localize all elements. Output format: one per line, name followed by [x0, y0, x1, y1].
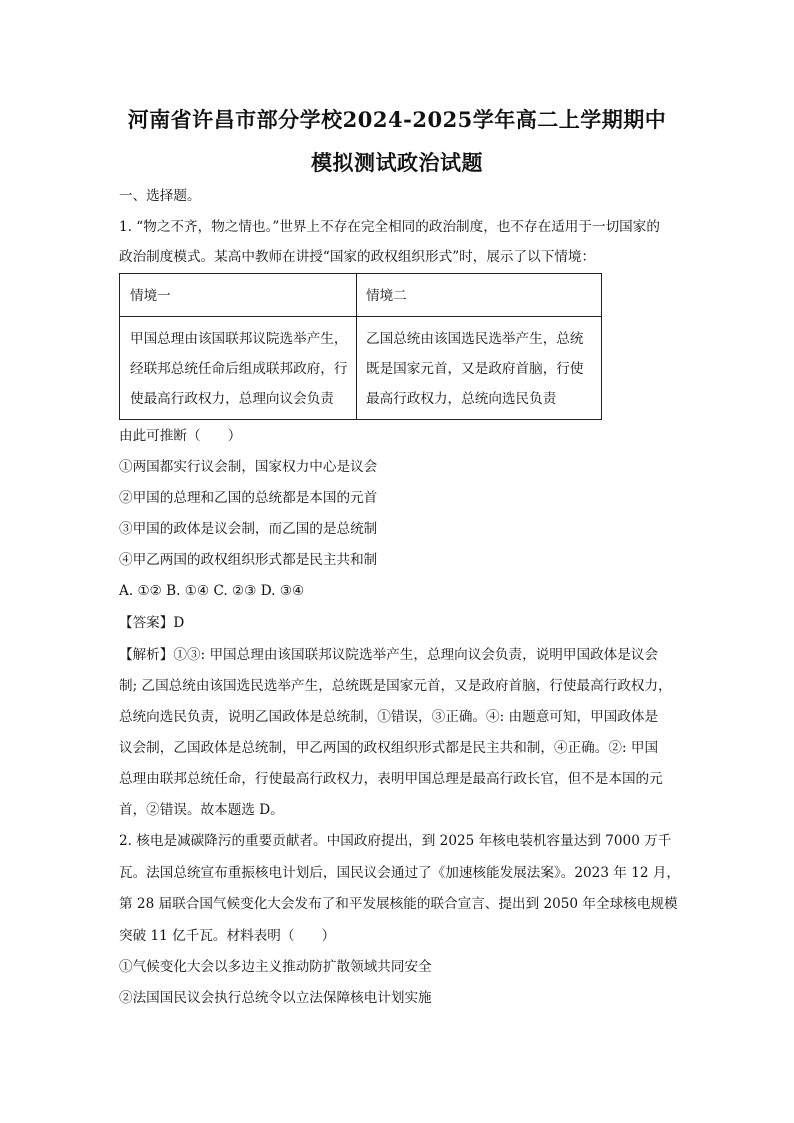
page-title-line-1: 河南省许昌市部分学校2024-2025学年高二上学期期中 — [127, 107, 667, 132]
q2-option-2: ②法国国民议会执行总统令以立法保障核电计划实施 — [119, 990, 432, 1006]
table-cell-1-line-3: 使最高行政权力，总理向议会负责 — [130, 391, 334, 407]
table-header-scenario-2: 情境二 — [366, 288, 407, 304]
section-heading: 一、选择题。 — [119, 188, 201, 204]
q2-stem-line-2: 瓦。法国总统宣布重振核电计划后，国民议会通过了《加速核能发展法案》。2023 年 12 月， — [119, 865, 681, 881]
q1-stem-line-2: 政治制度模式。某高中教师在讲授“国家的政权组织形式”时，展示了以下情境： — [119, 249, 596, 265]
q1-stem-line-1: 1. “物之不齐，物之情也。”世界上不存在完全相同的政治制度，也不存在适用于一切国家的 — [119, 219, 660, 235]
q1-choices: A. ①② B. ①④ C. ②③ D. ③④ — [119, 583, 305, 599]
q1-option-2: ②甲国的总理和乙国的总统都是本国的元首 — [119, 490, 378, 506]
table-divider-horizontal — [120, 316, 601, 317]
table-cell-1-line-1: 甲国总理由该国联邦议院选举产生， — [130, 331, 348, 347]
table-header-scenario-1: 情境一 — [130, 288, 171, 304]
q2-stem-line-4: 突破 11 亿千瓦。材料表明（ ） — [119, 928, 336, 944]
q1-option-4: ④甲乙两国的政权组织形式都是民主共和制 — [119, 552, 378, 568]
q1-prompt: 由此可推断（ ） — [119, 428, 242, 444]
table-cell-2-line-3: 最高行政权力，总统向选民负责 — [366, 391, 557, 407]
q2-stem-line-3: 第 28 届联合国气候变化大会发布了和平发展核能的联合宣言、提出到 2050 年全球核电规模 — [119, 896, 678, 912]
q1-option-3: ③甲国的政体是议会制，而乙国的是总统制 — [119, 521, 378, 537]
page-title-line-2: 模拟测试政治试题 — [311, 150, 483, 175]
q2-stem-line-1: 2. 核电是减碳降污的重要贡献者。中国政府提出，到 2025 年核电装机容量达到 7000 万千 — [119, 833, 672, 849]
q1-analysis-line-5: 总理由联邦总统任命，行使最高行政权力，表明甲国总理是最高行政长官，但不是本国的元 — [119, 771, 663, 787]
q1-analysis-line-6: 首，②错误。故本题选 D。 — [119, 802, 284, 818]
table-cell-1-line-2: 经联邦总统任命后组成联邦政府，行 — [130, 361, 348, 377]
scenario-table — [119, 273, 602, 420]
table-cell-2-line-2: 既是国家元首，又是政府首脑，行使 — [366, 361, 584, 377]
table-divider-vertical — [356, 274, 357, 419]
q1-analysis-line-1: 【解析】①③: 甲国总理由该国联邦议院选举产生，总理向议会负责，说明甲国政体是议会 — [119, 647, 659, 663]
q1-analysis-line-2: 制; 乙国总统由该国选民选举产生，总统既是国家元首，又是政府首脑，行使最高行政权力， — [119, 678, 672, 694]
q1-analysis-line-3: 总统向选民负责，说明乙国政体是总统制，①错误，③正确。④: 由题意可知，甲国政体是 — [119, 709, 659, 725]
q1-analysis-line-4: 议会制，乙国政体是总统制，甲乙两国的政权组织形式都是民主共和制，④正确。②: 甲国 — [119, 740, 659, 756]
q1-answer: 【答案】D — [119, 615, 185, 631]
table-cell-2-line-1: 乙国总统由该国选民选举产生，总统 — [366, 331, 584, 347]
q1-option-1: ①两国都实行议会制，国家权力中心是议会 — [119, 459, 378, 475]
q2-option-1: ①气候变化大会以多边主义推动防扩散领域共同安全 — [119, 959, 432, 975]
